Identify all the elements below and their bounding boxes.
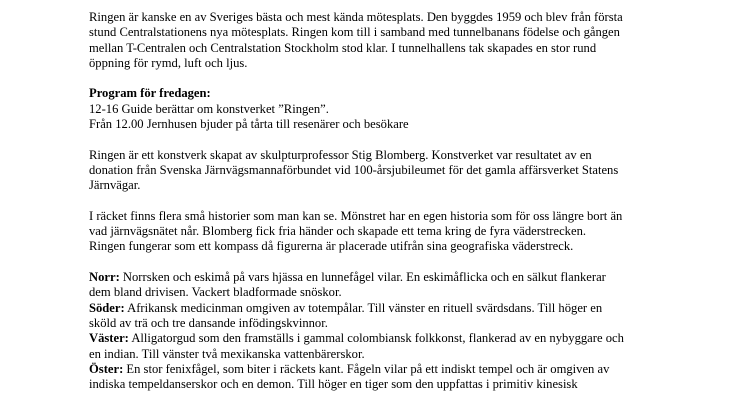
direction-text: En stor fenixfågel, som biter i räckets kant. Fågeln vilar på ett indiskt tempel och är omgiven av [123, 361, 610, 376]
direction-text-line: dem bland drivisen. Vackert bladformade snöskor. [89, 285, 342, 300]
railing-line: I räcket finns flera små historier som man kan se. Mönstret har en egen historia som för oss längre bort än [89, 208, 623, 223]
direction-west [89, 331, 719, 346]
railing-paragraph [89, 209, 719, 255]
direction-text-line: en indian. Till vänster två mexikanska vattenbärerskor. [89, 346, 365, 361]
document-page [89, 10, 719, 392]
directions-section [89, 270, 719, 392]
artwork-line: donation från Svenska Järnvägsmannaförbundet vid 100-årsjubileumet för det gamla affärsverket Statens [89, 162, 619, 177]
direction-text-line: sköld av trä och tre dansande infödingskvinnor. [89, 315, 328, 330]
railing-line: Ringen fungerar som ett kompass då figurerna är placerade utifrån sina geografiska väderstreck. [89, 239, 574, 254]
intro-paragraph [89, 10, 719, 71]
intro-line: stund Centralstationens nya mötesplats. Ringen kom till i samband med tunnelbanans födelse och gången [89, 25, 620, 40]
program-item: Från 12.00 Jernhusen bjuder på tårta till resenärer och besökare [89, 117, 409, 132]
intro-line: mellan T-Centralen och Centralstation Stockholm stod klar. I tunnelhallens tak skapades en stor rund [89, 40, 597, 55]
intro-line: öppning för rymd, luft och ljus. [89, 55, 248, 70]
direction-text: Norrsken och eskimå på vars hjässa en lunnefågel vilar. En eskimåflicka och en sälkut flankerar [119, 270, 606, 285]
direction-east [89, 362, 719, 377]
artwork-line: Ringen är ett konstverk skapat av skulpturprofessor Stig Blomberg. Konstverket var resultatet av en [89, 147, 592, 162]
direction-label: Öster: [89, 361, 124, 376]
direction-label: Väster: [89, 331, 129, 346]
direction-text: Alligatorgud som den framställs i gammal colombiansk folkkonst, flankerad av en nybyggare och [128, 331, 624, 346]
direction-text: Afrikansk medicinman omgiven av totempålar. Till vänster en rituell svärdsdans. Till höger en [124, 300, 603, 315]
railing-line: vad järnvägsnätet når. Blomberg fick fria händer och skapade ett tema kring de fyra väderstrecken. [89, 224, 587, 239]
artwork-paragraph [89, 148, 719, 194]
direction-south [89, 301, 719, 316]
program-heading: Program för fredagen: [89, 86, 211, 101]
intro-line: Ringen är kanske en av Sveriges bästa och mest kända mötesplats. Den byggdes 1959 och blev från första [89, 10, 623, 24]
program-item: 12-16 Guide berättar om konstverket ”Ringen”. [89, 101, 329, 116]
direction-label: Norr: [89, 270, 120, 285]
program-section [89, 86, 719, 132]
direction-text-line: indiska tempeldanserskor och en demon. Till höger en tiger som den uppfattas i primitiv kinesisk [89, 377, 578, 392]
artwork-line: Järnvägar. [89, 178, 141, 193]
direction-north [89, 270, 719, 285]
direction-label: Söder: [89, 300, 125, 315]
